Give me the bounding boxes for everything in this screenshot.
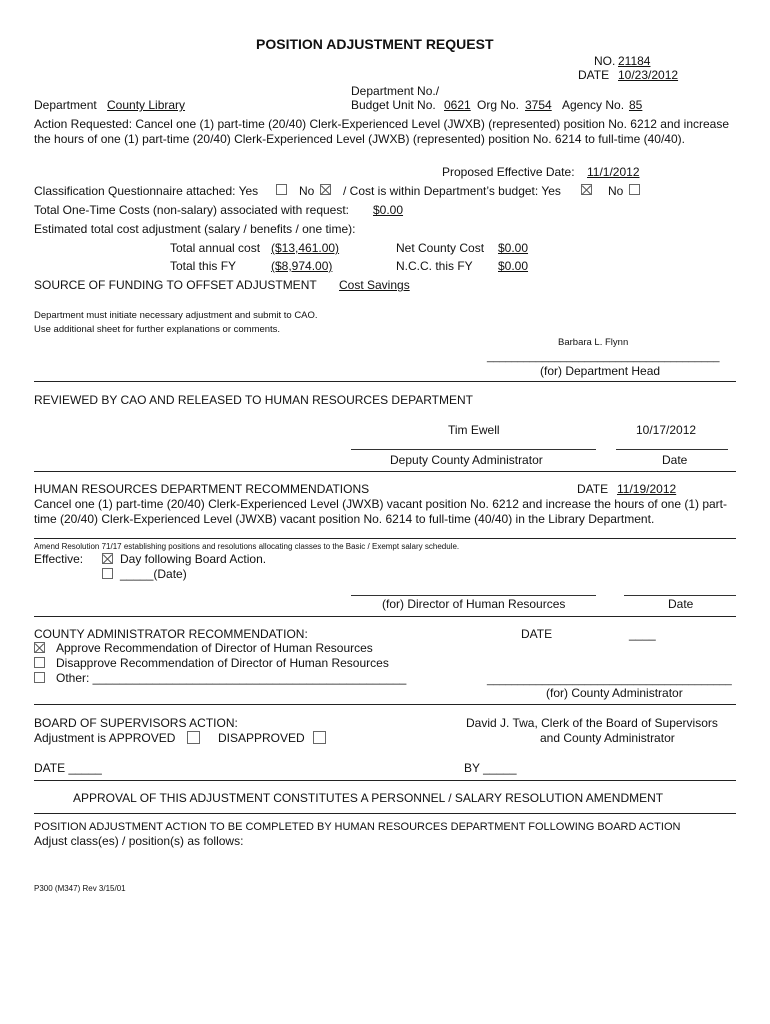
- request-no-label: NO.: [594, 54, 616, 68]
- cao-review-date: 10/17/2012: [636, 423, 697, 437]
- county-admin-date-label: DATE: [521, 627, 553, 641]
- fy-cost-label: Total this FY: [170, 259, 237, 273]
- county-admin-heading: COUNTY ADMINISTRATOR RECOMMENDATION:: [34, 627, 308, 641]
- annual-cost-label: Total annual cost: [170, 241, 261, 255]
- budget-no-checkbox[interactable]: [629, 184, 640, 195]
- fy-cost-value: ($8,974.00): [271, 259, 333, 273]
- adjust-label: Adjust class(es) / position(s) as follows:: [34, 834, 244, 848]
- request-date-label: DATE: [578, 68, 610, 82]
- approval-notice: APPROVAL OF THIS ADJUSTMENT CONSTITUTES A PERSONNEL / SALARY RESOLUTION AMENDMENT: [73, 791, 664, 805]
- hr-action-heading: POSITION ADJUSTMENT ACTION TO BE COMPLETED BY HUMAN RESOURCES DEPARTMENT FOLLOWING BOARD ACTION: [34, 821, 681, 833]
- funding-source-value: Cost Savings: [339, 278, 410, 292]
- note-line-2: Use additional sheet for further explanations or comments.: [34, 324, 281, 335]
- director-signature-line: [351, 595, 596, 596]
- hr-heading: HUMAN RESOURCES DEPARTMENT RECOMMENDATIONS: [34, 482, 370, 496]
- annual-cost-value: ($13,461.00): [271, 241, 340, 255]
- one-time-cost-label: Total One-Time Costs (non-salary) associated with request:: [34, 203, 350, 217]
- request-no-value: 21184: [618, 54, 651, 68]
- ncc-fy-value: $0.00: [498, 259, 529, 273]
- budget-label: / Cost is within Department’s budget: Yes: [343, 184, 561, 198]
- estimated-cost-label: Estimated total cost adjustment (salary / benefits / one time):: [34, 222, 356, 236]
- county-admin-signature-line: ________________________________________: [487, 674, 732, 686]
- agency-value: 85: [629, 98, 643, 112]
- divider: [34, 616, 736, 617]
- day-following-checkbox[interactable]: [102, 553, 113, 564]
- ncc-fy-label: N.C.C. this FY: [396, 259, 473, 273]
- cao-date-line: [616, 449, 728, 450]
- org-value: 3754: [525, 98, 552, 112]
- board-date-label: DATE _____: [34, 761, 102, 775]
- divider: [34, 813, 736, 814]
- classification-label: Classification Questionnaire attached: Yes: [34, 184, 259, 198]
- dept-no-label: Department No./: [351, 84, 440, 98]
- dept-head-name: Barbara L. Flynn: [558, 337, 629, 348]
- page-title: POSITION ADJUSTMENT REQUEST: [256, 36, 494, 52]
- divider: [34, 381, 736, 382]
- dept-head-signature-line: ______________________________________: [487, 351, 720, 363]
- hr-date-label: DATE: [577, 482, 609, 496]
- approved-label: Adjustment is APPROVED: [34, 731, 176, 745]
- approve-label: Approve Recommendation of Director of Human Resources: [56, 641, 373, 655]
- action-requested-text: Cancel one (1) part-time (20/40) Clerk-Experienced Level (JWXB) (represented) position No. 6212 and increase the hours of one (1) part-time (20/40) Clerk-Experienced Level (JWXB) (represented) position No. 6214 to full-time (40/40).: [34, 117, 730, 146]
- divider: [34, 780, 736, 781]
- director-date-caption: Date: [668, 597, 694, 611]
- divider: [34, 538, 736, 539]
- net-county-cost-label: Net County Cost: [396, 241, 485, 255]
- cao-date-caption: Date: [662, 453, 688, 467]
- net-county-cost-value: $0.00: [498, 241, 529, 255]
- cao-signature-line: [351, 449, 596, 450]
- cao-name-caption: Deputy County Administrator: [390, 453, 543, 467]
- form-code: P300 (M347) Rev 3/15/01: [34, 884, 126, 893]
- amend-resolution-text: Amend Resolution 71/17 establishing positions and resolutions allocating classes to the Basic / Exempt salary schedule.: [34, 542, 460, 551]
- clerk-line-1: David J. Twa, Clerk of the Board of Supervisors: [466, 716, 718, 730]
- disapproved-checkbox[interactable]: [313, 731, 326, 744]
- budget-unit-value: 0621: [444, 98, 471, 112]
- questionnaire-yes-checkbox[interactable]: [276, 184, 287, 195]
- questionnaire-no-label: No: [299, 184, 315, 198]
- board-by-label: BY _____: [464, 761, 517, 775]
- hr-recommendation-text: Cancel one (1) part-time (20/40) Clerk-Experienced Level (JWXB) vacant position No. 6212 and increase the hours of one (1) part-time (20/40) Clerk-Experienced Level (JWXB) vacant position No. 6214 to full-time (40/40) in the Library Department.: [34, 497, 728, 526]
- questionnaire-no-checkbox[interactable]: [320, 184, 331, 195]
- county-admin-caption: (for) County Administrator: [546, 686, 683, 700]
- approved-checkbox[interactable]: [187, 731, 200, 744]
- proposed-effective-value: 11/1/2012: [587, 165, 640, 179]
- action-requested-label: Action Requested:: [34, 117, 133, 131]
- department-label: Department: [34, 98, 97, 112]
- disapprove-label: Disapprove Recommendation of Director of Human Resources: [56, 656, 389, 670]
- proposed-effective-label: Proposed Effective Date:: [442, 165, 575, 179]
- other-checkbox[interactable]: [34, 672, 45, 683]
- divider: [34, 704, 736, 705]
- divider: [34, 471, 736, 472]
- specific-date-checkbox[interactable]: [102, 568, 113, 579]
- county-admin-date-blank: ____: [629, 627, 656, 641]
- disapproved-label: DISAPPROVED: [218, 731, 305, 745]
- approve-checkbox[interactable]: [34, 642, 45, 653]
- request-date-value: 10/23/2012: [618, 68, 679, 82]
- hr-date-value: 11/19/2012: [617, 482, 677, 496]
- director-caption: (for) Director of Human Resources: [382, 597, 566, 611]
- board-heading: BOARD OF SUPERVISORS ACTION:: [34, 716, 238, 730]
- clerk-line-2: and County Administrator: [540, 731, 675, 745]
- cao-reviewer-name: Tim Ewell: [448, 423, 500, 437]
- action-requested: [34, 117, 734, 147]
- dept-head-caption: (for) Department Head: [540, 364, 661, 378]
- funding-source-label: SOURCE OF FUNDING TO OFFSET ADJUSTMENT: [34, 278, 317, 292]
- one-time-cost-value: $0.00: [373, 203, 404, 217]
- department-value: County Library: [107, 98, 186, 112]
- other-label: Other: _______________________________________________: [56, 671, 407, 685]
- specific-date-label: _____(Date): [120, 567, 187, 581]
- org-label: Org No.: [477, 98, 520, 112]
- note-line-1: Department must initiate necessary adjustment and submit to CAO.: [34, 310, 318, 321]
- budget-yes-checkbox[interactable]: [581, 184, 592, 195]
- budget-no-label: No: [608, 184, 624, 198]
- budget-unit-label: Budget Unit No.: [351, 98, 436, 112]
- agency-label: Agency No.: [562, 98, 625, 112]
- day-following-label: Day following Board Action.: [120, 552, 267, 566]
- cao-review-heading: REVIEWED BY CAO AND RELEASED TO HUMAN RESOURCES DEPARTMENT: [34, 393, 473, 407]
- director-date-line: [624, 595, 736, 596]
- disapprove-checkbox[interactable]: [34, 657, 45, 668]
- effective-label: Effective:: [34, 552, 84, 566]
